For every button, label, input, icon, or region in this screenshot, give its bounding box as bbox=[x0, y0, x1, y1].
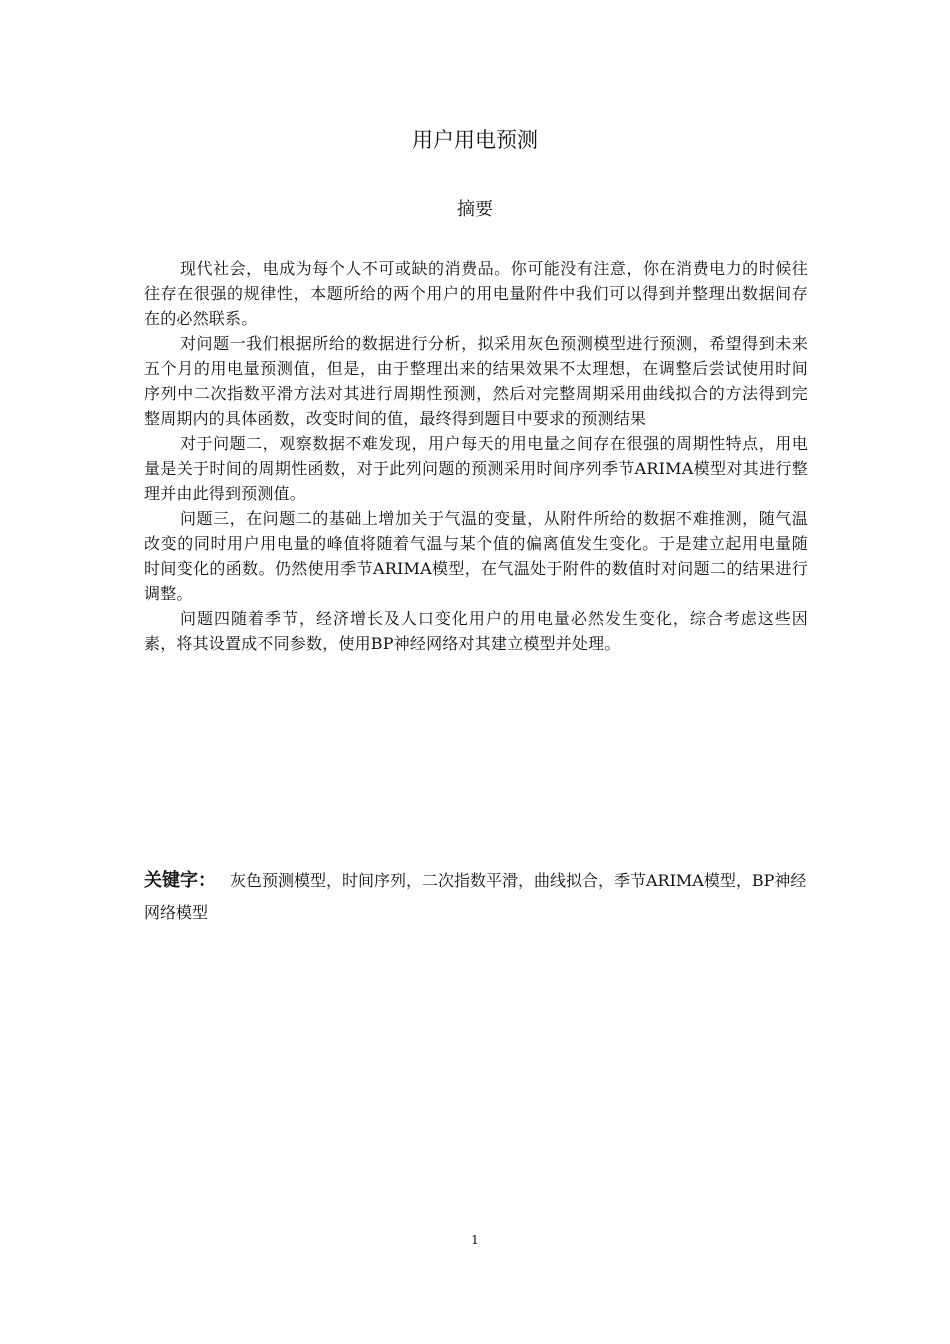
keywords bbox=[144, 865, 808, 929]
keywords-text: 灰色预测模型，时间序列，二次指数平滑，曲线拟合，季节ARIMA模型，BP神经网络模型 bbox=[144, 871, 807, 922]
abstract-paragraph-2: 对问题一我们根据所给的数据进行分析，拟采用灰色预测模型进行预测，希望得到未来五个月的用电量预测值，但是，由于整理出来的结果效果不太理想，在调整后尝试使用时间序列中二次指数平滑方法对其进行周期性预测，然后对完整周期采用曲线拟合的方法得到完整周期内的具体函数，改变时间的值，最终得到题目中要求的预测结果 bbox=[144, 334, 808, 428]
abstract-heading: 摘要 bbox=[457, 199, 493, 220]
abstract-paragraph-1: 现代社会，电成为每个人不可或缺的消费品。你可能没有注意，你在消费电力的时候往往存在很强的规律性，本题所给的两个用户的用电量附件中我们可以得到并整理出数据间存在的必然联系。 bbox=[144, 259, 808, 328]
abstract-paragraph-4: 问题三，在问题二的基础上增加关于气温的变量，从附件所给的数据不难推测，随气温改变的同时用户用电量的峰值将随着气温与某个值的偏离值发生变化。于是建立起用电量随时间变化的函数。仍然使用季节ARIMA模型，在气温处于附件的数值时对问题二的结果进行调整。 bbox=[144, 509, 808, 603]
page-number: 1 bbox=[471, 1233, 479, 1247]
abstract-paragraph-3: 对于问题二，观察数据不难发现，用户每天的用电量之间存在很强的周期性特点，用电量是关于时间的周期性函数，对于此列问题的预测采用时间序列季节ARIMA模型对其进行整理并由此得到预测值。 bbox=[144, 434, 808, 503]
abstract-paragraph-5: 问题四随着季节，经济增长及人口变化用户的用电量必然发生变化，综合考虑这些因素，将其设置成不同参数，使用BP神经网络对其建立模型并处理。 bbox=[144, 609, 808, 653]
page-title: 用户用电预测 bbox=[412, 128, 538, 152]
abstract-body bbox=[144, 256, 808, 656]
keywords-label: 关键字： bbox=[144, 870, 216, 891]
